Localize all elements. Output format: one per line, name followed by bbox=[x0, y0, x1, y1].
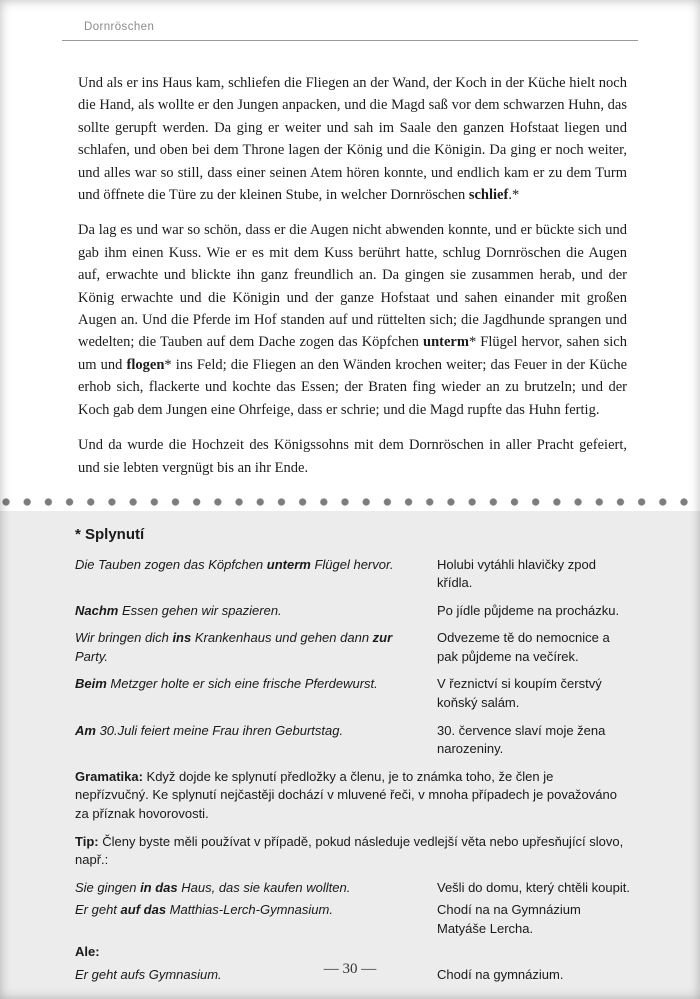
gramatika-text: Když dojde ke splynutí předložky a členu, je to známka toho, že člen je nepřízvučný. Ke splynutí nejčastěji dochází v mluvené řeči, v mnoha případech je považováno za příznak hovorovosti. bbox=[75, 768, 617, 822]
example-row-2 bbox=[75, 602, 630, 621]
example-german-8: Er geht aufs Gymnasium. bbox=[75, 967, 222, 983]
example-czech-2: Po jídle půjdeme na procházku. bbox=[437, 602, 620, 618]
tip-paragraph bbox=[75, 833, 630, 870]
example-czech-3: Odvezeme tě do nemocnice a pak půjdeme na večírek. bbox=[437, 630, 610, 664]
example-czech-8: Chodí na gymnázium. bbox=[437, 967, 564, 983]
page-header bbox=[62, 21, 638, 41]
example-czech-5: 30. července slaví moje žena narozeniny. bbox=[437, 722, 606, 757]
chapter-title: Dornröschen bbox=[84, 21, 155, 33]
tip-text: Členy byste měli používat v případě, pokud následuje vedlejší věta nebo upřesňující slovo, např.: bbox=[75, 833, 624, 868]
tip-label: Tip: bbox=[75, 833, 99, 849]
example-row-7 bbox=[75, 901, 630, 938]
example-row-4 bbox=[75, 675, 630, 712]
page-number: — 30 — bbox=[323, 961, 377, 977]
example-german-4: Beim Metzger holte er sich eine frische Pferdewurst. bbox=[75, 676, 378, 692]
example-german-1: Die Tauben zogen das Köpfchen unterm Flügel hervor. bbox=[75, 556, 394, 572]
story-paragraph-1: Und als er ins Haus kam, schliefen die Fliegen an der Wand, der Koch in der Küche hielt noch die Hand, als wollte er den Jungen anpacken, und die Magd saß vor dem schwarzen Huhn, das sollte gerupft werden. Da ging er weiter und sah im Saale den ganzen Hofstaat liegen und schlafen, und oben bei dem Throne lagen der König und die Königin. Da ging er noch weiter, und alles war so still, dass einer seinen Atem hören konnte, und endlich kam er zu dem Turm und öffnete die Türe zu der kleinen Stube, in welcher Dornröschen schlief.* bbox=[78, 75, 627, 204]
story-paragraph-3: Und da wurde die Hochzeit des Königssohns mit dem Dornröschen in aller Pracht gefeiert, und sie lebten vergnügt bis an ihr Ende. bbox=[78, 437, 627, 476]
example-german-2: Nachm Essen gehen wir spazieren. bbox=[75, 602, 282, 618]
gramatika-paragraph bbox=[75, 768, 630, 824]
example-row-1 bbox=[75, 556, 630, 593]
dotted-separator bbox=[0, 498, 700, 506]
grammar-box-title: * Splynutí bbox=[75, 525, 145, 543]
example-czech-1: Holubi vytáhli hlavičky zpod křídla. bbox=[437, 556, 596, 591]
gramatika-label: Gramatika: bbox=[75, 768, 143, 784]
example-row-6 bbox=[75, 879, 630, 898]
example-czech-4: V řeznictví si koupím čerstvý koňský salám. bbox=[437, 676, 602, 711]
grammar-box bbox=[0, 511, 700, 999]
example-german-6: Sie gingen in das Haus, das sie kaufen wollten. bbox=[75, 879, 351, 895]
example-czech-7: Chodí na na Gymnázium Matyáše Lercha. bbox=[437, 902, 581, 936]
ale-label: Ale: bbox=[75, 943, 100, 959]
story-paragraph-2: Da lag es und war so schön, dass er die Augen nicht abwenden konnte, und er bückte sich und gab ihm einen Kuss. Wie er es mit dem Kuss berührt hatte, schlug Dornröschen die Augen auf, erwachte und blickte ihn ganz freundlich an. Da gingen sie zusammen herab, und der König erwachte und die Königin und der ganze Hofstaat und sahen einander mit großen Augen an. Und die Pferde im Hof standen auf und rüttelten sich; die Jagdhunde sprangen und wedelten; die Tauben auf dem Dache zogen das Köpfchen unterm* Flügel hervor, sahen sich um und flogen* ins Feld; die Fliegen an den Wänden krochen weiter; das Feuer in der Küche erhob sich, flackerte und kochte das Essen; der Braten fing wieder an zu brutzeln; und der Koch gab dem Jungen eine Ohrfeige, dass er schrie; und die Magd rupfte das Huhn fertig. bbox=[78, 222, 628, 418]
example-row-3 bbox=[75, 629, 630, 666]
example-row-5 bbox=[75, 722, 630, 759]
example-german-5: Am 30.Juli feiert meine Frau ihren Geburtstag. bbox=[75, 722, 344, 738]
example-german-7: Er geht auf das Matthias-Lerch-Gymnasium. bbox=[75, 902, 333, 918]
example-czech-6: Vešli do domu, který chtěli koupit. bbox=[437, 879, 630, 895]
story-text bbox=[0, 41, 700, 479]
example-german-3: Wir bringen dich ins Krankenhaus und gehen dann zur Party. bbox=[75, 630, 393, 664]
